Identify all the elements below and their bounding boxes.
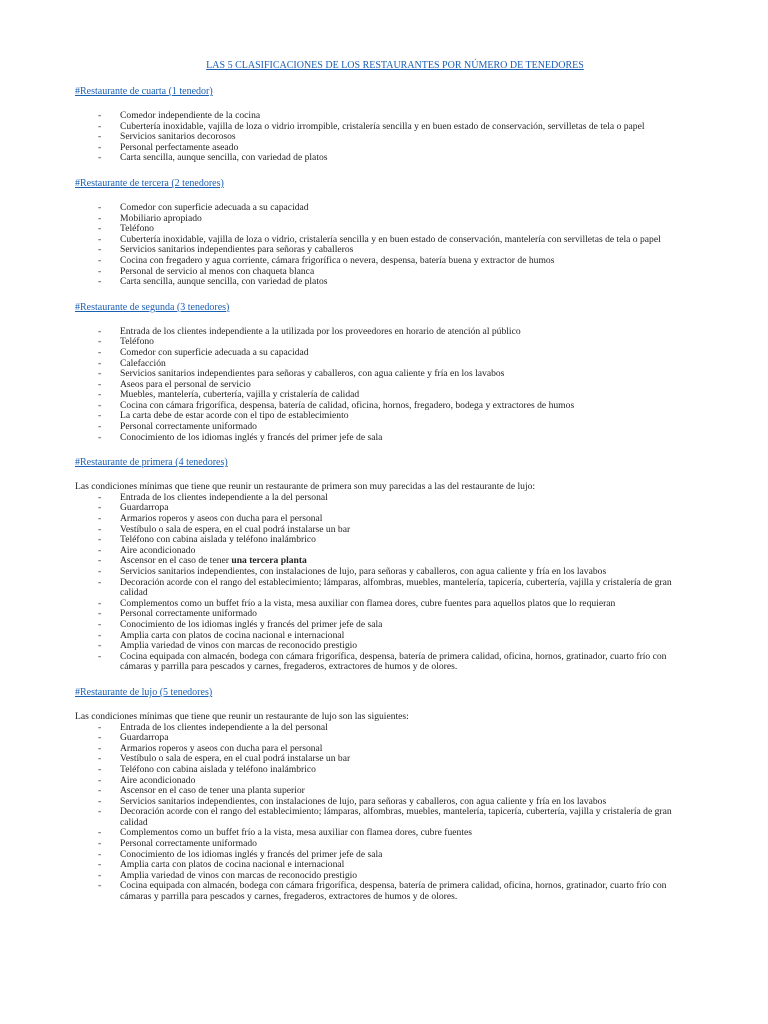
list-item: - Comedor con superficie adecuada a su capacidad bbox=[98, 201, 309, 213]
list-item: - Servicios sanitarios decorosos bbox=[98, 131, 236, 143]
bullet-dash: - bbox=[98, 276, 102, 288]
list-item: - Conocimiento de los idiomas inglés y francés del primer jefe de sala bbox=[98, 618, 383, 630]
bullet-dash: - bbox=[98, 431, 102, 443]
list-item: - Cocina equipada con almacén, bodega con cámara frigorífica, despensa, batería de primera calidad, oficina, hornos, gratinador, cuarto frío con cámaras y parrilla para pescados y carnes, fregaderos, extractores de humos y de olores. bbox=[98, 880, 667, 903]
bullet-dash: - bbox=[98, 544, 102, 556]
list-item: - Amplia carta con platos de cocina nacional e internacional bbox=[98, 629, 345, 641]
list-item: - Amplia variedad de vinos con marcas de reconocido prestigio bbox=[98, 640, 358, 652]
bullet-dash: - bbox=[98, 806, 102, 818]
bullet-dash: - bbox=[98, 555, 102, 567]
list-item: - Servicios sanitarios independientes, con instalaciones de lujo, para señoras y caballeros, con agua caliente y fría en los lavabos bbox=[98, 795, 607, 807]
bullet-dash: - bbox=[98, 421, 102, 433]
bullet-dash: - bbox=[98, 152, 102, 164]
document-title: LAS 5 CLASIFICACIONES DE LOS RESTAURANTES POR NÚMERO DE TENEDORES bbox=[206, 60, 584, 71]
list-item: - Personal de servicio al menos con chaqueta blanca bbox=[98, 265, 315, 277]
bold-text: una tercera planta bbox=[231, 555, 307, 567]
list-item: - Decoración acorde con el rango del establecimiento; lámparas, alfombras, muebles, mantelería, tapicería, cubertería, vajilla y cristalería de gran calidad bbox=[98, 806, 672, 828]
bullet-dash: - bbox=[98, 576, 102, 588]
bullet-dash: - bbox=[98, 732, 102, 744]
list-item: - Personal correctamente uniformado bbox=[98, 838, 257, 850]
bullet-dash: - bbox=[98, 389, 102, 401]
list-item: - Cocina con fregadero y agua corriente, cámara frigorífica o nevera, despensa, batería buena y extractor de humos bbox=[98, 254, 555, 266]
list-item: - Teléfono con cabina aislada y teléfono inalámbrico bbox=[98, 763, 316, 775]
list-item: - Ascensor en el caso de tener una tercera planta bbox=[98, 555, 307, 567]
bullet-dash: - bbox=[98, 795, 102, 807]
section-lujo bbox=[75, 687, 698, 903]
bullet-dash: - bbox=[98, 325, 102, 337]
section-cuarta bbox=[75, 86, 698, 164]
list-item: - Complementos como un buffet frío a la vista, mesa auxiliar con flamea dores, cubre fuentes bbox=[98, 827, 473, 839]
list-item: - Guardarropa bbox=[98, 732, 169, 744]
bullet-dash: - bbox=[98, 410, 102, 422]
item-list bbox=[75, 723, 698, 903]
list-item: - Cubertería inoxidable, vajilla de loza o vidrio irrompible, cristalería sencilla y en buen estado de conservación, servilletas de tela o papel bbox=[98, 120, 645, 132]
section-heading-link[interactable]: #Restaurante de segunda (3 tenedores) bbox=[75, 301, 230, 313]
section-heading-link[interactable]: #Restaurante de lujo (5 tenedores) bbox=[75, 686, 213, 698]
list-item: - Armarios roperos y aseos con ducha para el personal bbox=[98, 742, 323, 754]
list-item: - Entrada de los clientes independiente a la del personal bbox=[98, 721, 328, 733]
bullet-dash: - bbox=[98, 534, 102, 546]
list-item: - Entrada de los clientes independiente a la del personal bbox=[98, 491, 328, 503]
list-item: - Armarios roperos y aseos con ducha para el personal bbox=[98, 513, 323, 525]
list-item: - Teléfono bbox=[98, 223, 154, 235]
item-list bbox=[75, 203, 698, 288]
list-item: - Calefacción bbox=[98, 357, 166, 369]
list-item: - Comedor independiente de la cocina bbox=[98, 110, 261, 121]
bullet-dash: - bbox=[98, 368, 102, 380]
list-item: - Servicios sanitarios independientes para señoras y caballeros bbox=[98, 244, 354, 256]
list-item: - Personal perfectamente aseado bbox=[98, 141, 239, 153]
list-item: - Vestíbulo o sala de espera, en el cual podrá instalarse un bar bbox=[98, 523, 351, 535]
section-primera bbox=[75, 457, 698, 673]
section-intro: Las condiciones mínimas que tiene que reunir un restaurante de primera son muy parecidas a las del restaurante de lujo: bbox=[75, 481, 536, 493]
bullet-dash: - bbox=[98, 244, 102, 256]
bullet-dash: - bbox=[98, 753, 102, 765]
bullet-dash: - bbox=[98, 110, 102, 121]
bullet-dash: - bbox=[98, 336, 102, 348]
item-list bbox=[75, 493, 698, 673]
bullet-dash: - bbox=[98, 491, 102, 503]
bullet-dash: - bbox=[98, 566, 102, 577]
list-item: - Guardarropa bbox=[98, 502, 169, 514]
list-item: - Teléfono bbox=[98, 336, 154, 348]
bullet-dash: - bbox=[98, 513, 102, 525]
bullet-dash: - bbox=[98, 827, 102, 839]
item-list bbox=[75, 327, 698, 444]
bullet-dash: - bbox=[98, 629, 102, 641]
list-item: - Aseos para el personal de servicio bbox=[98, 378, 251, 390]
bullet-dash: - bbox=[98, 141, 102, 153]
list-item: - Decoración acorde con el rango del establecimiento; lámparas, alfombras, muebles, mantelería, tapicería, cubertería, vajilla y cristalería de gran calidad bbox=[98, 576, 672, 599]
bullet-dash: - bbox=[98, 742, 102, 754]
list-item: - Carta sencilla, aunque sencilla, con variedad de platos bbox=[98, 276, 328, 288]
bullet-dash: - bbox=[98, 346, 102, 358]
bullet-dash: - bbox=[98, 763, 102, 775]
list-item: - Servicios sanitarios independientes para señoras y caballeros, con agua caliente y fría en los lavabos bbox=[98, 368, 505, 380]
bullet-dash: - bbox=[98, 608, 102, 620]
section-segunda bbox=[75, 302, 698, 444]
section-heading-link[interactable]: #Restaurante de cuarta (1 tenedor) bbox=[75, 86, 213, 97]
bullet-dash: - bbox=[98, 721, 102, 733]
list-item: - Ascensor en el caso de tener una planta superior bbox=[98, 785, 305, 797]
list-item: - Complementos como un buffet frío a la vista, mesa auxiliar con flamea dores, cubre fuentes para aquellos platos que lo requieran bbox=[98, 597, 616, 609]
list-item: - Carta sencilla, aunque sencilla, con variedad de platos bbox=[98, 152, 328, 164]
list-item: - Cubertería inoxidable, vajilla de loza o vidrio, cristalería sencilla y en buen estado de conservación, mantelería con servilletas de tela o papel bbox=[98, 233, 661, 245]
bullet-dash: - bbox=[98, 223, 102, 235]
list-item: - Teléfono con cabina aislada y teléfono inalámbrico bbox=[98, 534, 316, 546]
bullet-dash: - bbox=[98, 120, 102, 132]
list-item: - Cocina con cámara frigorífica, despensa, batería de calidad, oficina, hornos, fregadero, bodega y extractores de humos bbox=[98, 399, 575, 411]
list-item: - La carta debe de estar acorde con el tipo de establecimiento bbox=[98, 410, 349, 422]
list-item: - Amplia carta con platos de cocina nacional e internacional bbox=[98, 859, 345, 871]
list-item: - Comedor con superficie adecuada a su capacidad bbox=[98, 346, 309, 358]
bullet-dash: - bbox=[98, 357, 102, 369]
bullet-dash: - bbox=[98, 774, 102, 786]
bullet-dash: - bbox=[98, 618, 102, 630]
list-item: - Cocina equipada con almacén, bodega con cámara frigorífica, despensa, batería de primera calidad, oficina, hornos, gratinador, cuarto frío con cámaras y parrilla para pescados y carnes, fregaderos, extractores de humos y de olores. bbox=[98, 650, 667, 673]
list-item: - Muebles, mantelería, cubertería, vajilla y cristalería de calidad bbox=[98, 389, 360, 401]
bullet-dash: - bbox=[98, 848, 102, 860]
bullet-dash: - bbox=[98, 880, 102, 892]
bullet-dash: - bbox=[98, 131, 102, 143]
bullet-dash: - bbox=[98, 838, 102, 850]
bullet-dash: - bbox=[98, 650, 102, 662]
list-item: - Servicios sanitarios independientes, con instalaciones de lujo, para señoras y caballeros, con agua caliente y fría en los lavabos bbox=[98, 566, 607, 577]
bullet-dash: - bbox=[98, 859, 102, 871]
bullet-dash: - bbox=[98, 399, 102, 411]
section-heading-link[interactable]: #Restaurante de primera (4 tenedores) bbox=[75, 457, 228, 469]
list-item: - Personal correctamente uniformado bbox=[98, 608, 257, 620]
bullet-dash: - bbox=[98, 233, 102, 245]
list-item: - Aire acondicionado bbox=[98, 774, 196, 786]
item-list bbox=[75, 111, 698, 164]
bullet-dash: - bbox=[98, 265, 102, 277]
bullet-dash: - bbox=[98, 640, 102, 652]
list-item: - Conocimiento de los idiomas inglés y francés del primer jefe de sala bbox=[98, 848, 383, 860]
section-heading-link[interactable]: #Restaurante de tercera (2 tenedores) bbox=[75, 177, 224, 189]
bullet-dash: - bbox=[98, 201, 102, 213]
list-item: - Vestíbulo o sala de espera, en el cual podrá instalarse un bar bbox=[98, 753, 351, 765]
bullet-dash: - bbox=[98, 785, 102, 797]
list-item: - Mobiliario apropiado bbox=[98, 212, 202, 224]
bullet-dash: - bbox=[98, 869, 102, 881]
bullet-dash: - bbox=[98, 523, 102, 535]
list-item: - Amplia variedad de vinos con marcas de reconocido prestigio bbox=[98, 869, 358, 881]
list-item: - Aire acondicionado bbox=[98, 544, 196, 556]
bullet-dash: - bbox=[98, 254, 102, 266]
section-intro: Las condiciones mínimas que tiene que reunir un restaurante de lujo son las siguientes: bbox=[75, 710, 409, 722]
bullet-dash: - bbox=[98, 597, 102, 609]
bullet-dash: - bbox=[98, 378, 102, 390]
list-item: - Entrada de los clientes independiente a la utilizada por los proveedores en horario de atención al público bbox=[98, 325, 521, 337]
bullet-dash: - bbox=[98, 212, 102, 224]
section-tercera bbox=[75, 178, 698, 288]
list-item: - Personal correctamente uniformado bbox=[98, 421, 257, 433]
bullet-dash: - bbox=[98, 502, 102, 514]
list-item: - Conocimiento de los idiomas inglés y francés del primer jefe de sala bbox=[98, 431, 383, 443]
